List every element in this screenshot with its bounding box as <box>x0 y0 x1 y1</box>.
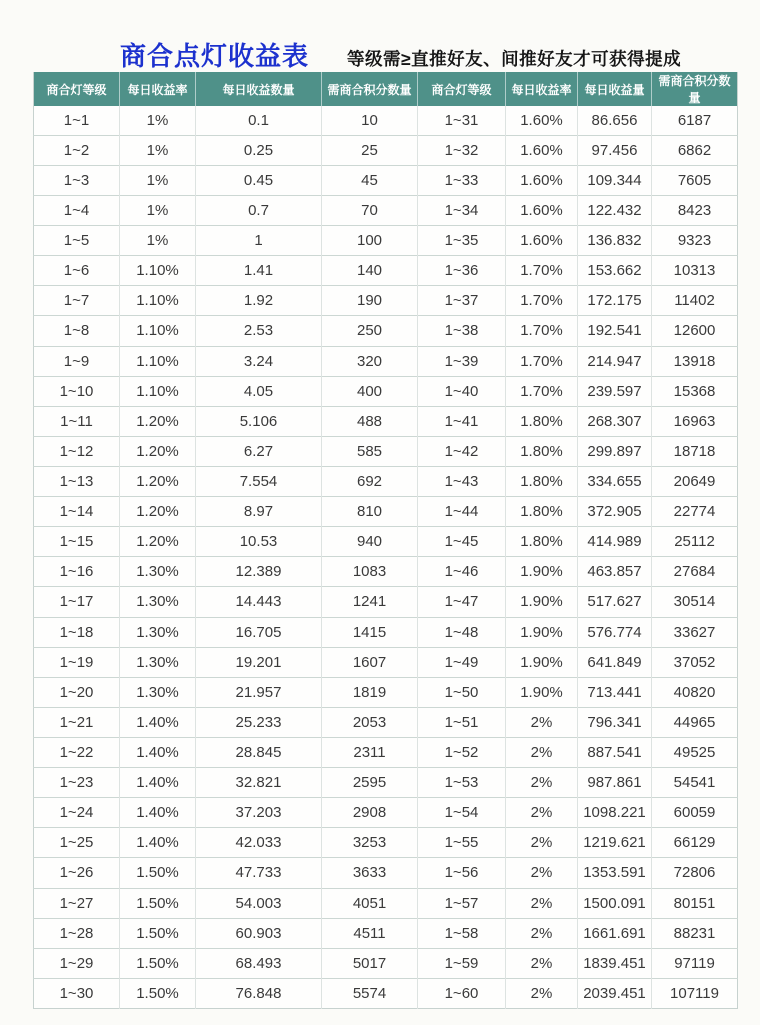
table-cell: 1~56 <box>418 858 506 888</box>
table-cell: 1~38 <box>418 316 506 346</box>
table-cell: 0.45 <box>196 165 322 195</box>
table-cell: 1.80% <box>506 497 578 527</box>
table-cell: 54.003 <box>196 888 322 918</box>
table-cell: 320 <box>322 346 418 376</box>
table-row <box>34 677 738 707</box>
table-cell: 40820 <box>652 677 738 707</box>
table-row <box>34 768 738 798</box>
table-cell: 1500.091 <box>578 888 652 918</box>
table-cell: 1~18 <box>34 617 120 647</box>
table-cell: 1.90% <box>506 557 578 587</box>
table-cell: 1.70% <box>506 376 578 406</box>
table-cell: 5017 <box>322 948 418 978</box>
table-cell: 1.40% <box>120 798 196 828</box>
table-cell: 1~29 <box>34 948 120 978</box>
table-cell: 214.947 <box>578 346 652 376</box>
table-cell: 1083 <box>322 557 418 587</box>
table-cell: 0.1 <box>196 106 322 135</box>
table-cell: 70 <box>322 195 418 225</box>
table-cell: 4.05 <box>196 376 322 406</box>
table-cell: 400 <box>322 376 418 406</box>
table-cell: 1~16 <box>34 557 120 587</box>
table-cell: 1~51 <box>418 707 506 737</box>
table-cell: 1% <box>120 165 196 195</box>
table-cell: 1~54 <box>418 798 506 828</box>
table-cell: 12600 <box>652 316 738 346</box>
table-cell: 239.597 <box>578 376 652 406</box>
table-cell: 1.41 <box>196 256 322 286</box>
table-cell: 100 <box>322 226 418 256</box>
table-row <box>34 557 738 587</box>
table-cell: 25 <box>322 135 418 165</box>
table-cell: 1.10% <box>120 346 196 376</box>
table-cell: 2% <box>506 918 578 948</box>
table-cell: 47.733 <box>196 858 322 888</box>
table-cell: 6862 <box>652 135 738 165</box>
table-cell: 987.861 <box>578 768 652 798</box>
table-cell: 1~44 <box>418 497 506 527</box>
table-cell: 1~55 <box>418 828 506 858</box>
table-cell: 1~9 <box>34 346 120 376</box>
table-header-row <box>34 72 738 106</box>
table-cell: 1% <box>120 135 196 165</box>
table-cell: 1.20% <box>120 527 196 557</box>
table-cell: 1~20 <box>34 677 120 707</box>
table-cell: 1~34 <box>418 195 506 225</box>
table-row <box>34 135 738 165</box>
header-level-right: 商合灯等级 <box>418 72 506 106</box>
table-cell: 1~14 <box>34 497 120 527</box>
table-cell: 517.627 <box>578 587 652 617</box>
table-cell: 10313 <box>652 256 738 286</box>
table-cell: 30514 <box>652 587 738 617</box>
table-cell: 3.24 <box>196 346 322 376</box>
table-row <box>34 195 738 225</box>
table-cell: 2% <box>506 737 578 767</box>
table-cell: 1.50% <box>120 888 196 918</box>
table-cell: 1098.221 <box>578 798 652 828</box>
table-cell: 1607 <box>322 647 418 677</box>
table-row <box>34 226 738 256</box>
table-cell: 2% <box>506 768 578 798</box>
table-row <box>34 918 738 948</box>
table-cell: 334.655 <box>578 466 652 496</box>
table-cell: 887.541 <box>578 737 652 767</box>
table-cell: 2% <box>506 858 578 888</box>
table-cell: 22774 <box>652 497 738 527</box>
table-cell: 585 <box>322 436 418 466</box>
header-points-required-right: 需商合积分数量 <box>652 72 738 106</box>
table-row <box>34 165 738 195</box>
table-cell: 713.441 <box>578 677 652 707</box>
table-cell: 1% <box>120 226 196 256</box>
table-row <box>34 587 738 617</box>
table-cell: 2% <box>506 798 578 828</box>
table-cell: 44965 <box>652 707 738 737</box>
table-row <box>34 497 738 527</box>
table-cell: 1~11 <box>34 406 120 436</box>
header-daily-rate-right: 每日收益率 <box>506 72 578 106</box>
table-cell: 1~37 <box>418 286 506 316</box>
table-cell: 1~24 <box>34 798 120 828</box>
table-cell: 1 <box>196 226 322 256</box>
table-cell: 86.656 <box>578 106 652 135</box>
table-cell: 32.821 <box>196 768 322 798</box>
table-row <box>34 858 738 888</box>
table-cell: 1.20% <box>120 406 196 436</box>
table-cell: 2% <box>506 828 578 858</box>
table-cell: 1~6 <box>34 256 120 286</box>
table-cell: 2053 <box>322 707 418 737</box>
table-cell: 11402 <box>652 286 738 316</box>
table-cell: 1~15 <box>34 527 120 557</box>
table-cell: 2% <box>506 978 578 1008</box>
table-cell: 692 <box>322 466 418 496</box>
table-row <box>34 376 738 406</box>
table-cell: 1.50% <box>120 978 196 1008</box>
table-cell: 1.80% <box>506 406 578 436</box>
table-cell: 1.10% <box>120 376 196 406</box>
table-cell: 9323 <box>652 226 738 256</box>
table-cell: 1~3 <box>34 165 120 195</box>
table-cell: 1~27 <box>34 888 120 918</box>
table-cell: 1.30% <box>120 677 196 707</box>
table-cell: 1.30% <box>120 647 196 677</box>
table-cell: 80151 <box>652 888 738 918</box>
table-cell: 66129 <box>652 828 738 858</box>
table-cell: 0.7 <box>196 195 322 225</box>
table-cell: 10.53 <box>196 527 322 557</box>
table-cell: 15368 <box>652 376 738 406</box>
table-row <box>34 346 738 376</box>
table-row <box>34 316 738 346</box>
table-row <box>34 286 738 316</box>
table-row <box>34 948 738 978</box>
table-cell: 268.307 <box>578 406 652 436</box>
table-cell: 1.30% <box>120 617 196 647</box>
table-cell: 1~8 <box>34 316 120 346</box>
table-cell: 414.989 <box>578 527 652 557</box>
table-cell: 1353.591 <box>578 858 652 888</box>
table-cell: 1.50% <box>120 918 196 948</box>
table-cell: 3633 <box>322 858 418 888</box>
table-row <box>34 466 738 496</box>
header-level-left: 商合灯等级 <box>34 72 120 106</box>
table-cell: 1.40% <box>120 707 196 737</box>
table-row <box>34 888 738 918</box>
table-cell: 1.70% <box>506 256 578 286</box>
table-cell: 2% <box>506 888 578 918</box>
table-row <box>34 828 738 858</box>
table-cell: 1~1 <box>34 106 120 135</box>
table-cell: 1.10% <box>120 316 196 346</box>
table-row <box>34 647 738 677</box>
table-cell: 1.70% <box>506 346 578 376</box>
table-cell: 1~40 <box>418 376 506 406</box>
table-cell: 1219.621 <box>578 828 652 858</box>
table-cell: 5.106 <box>196 406 322 436</box>
table-cell: 1~25 <box>34 828 120 858</box>
table-cell: 37.203 <box>196 798 322 828</box>
table-cell: 250 <box>322 316 418 346</box>
table-cell: 372.905 <box>578 497 652 527</box>
table-cell: 641.849 <box>578 647 652 677</box>
table-cell: 109.344 <box>578 165 652 195</box>
table-cell: 1~10 <box>34 376 120 406</box>
page-subtitle: 等级需≥直推好友、间推好友才可获得提成 <box>347 49 682 69</box>
table-body <box>34 106 738 1009</box>
table-cell: 7605 <box>652 165 738 195</box>
table-cell: 1~17 <box>34 587 120 617</box>
table-cell: 1.40% <box>120 768 196 798</box>
table-cell: 299.897 <box>578 436 652 466</box>
table-cell: 7.554 <box>196 466 322 496</box>
table-cell: 12.389 <box>196 557 322 587</box>
table-cell: 8.97 <box>196 497 322 527</box>
table-cell: 28.845 <box>196 737 322 767</box>
table-cell: 1~36 <box>418 256 506 286</box>
table-cell: 37052 <box>652 647 738 677</box>
income-table <box>33 72 738 1009</box>
table-cell: 60059 <box>652 798 738 828</box>
table-cell: 1~46 <box>418 557 506 587</box>
page-title: 商合点灯收益表 <box>120 41 310 71</box>
table-cell: 1~45 <box>418 527 506 557</box>
table-cell: 1.80% <box>506 466 578 496</box>
table-cell: 4511 <box>322 918 418 948</box>
table-cell: 1.90% <box>506 587 578 617</box>
table-cell: 463.857 <box>578 557 652 587</box>
table-cell: 796.341 <box>578 707 652 737</box>
table-cell: 1.90% <box>506 647 578 677</box>
table-cell: 1415 <box>322 617 418 647</box>
title-bar <box>0 36 760 73</box>
table-cell: 810 <box>322 497 418 527</box>
table-cell: 1~31 <box>418 106 506 135</box>
table-cell: 1~30 <box>34 978 120 1008</box>
table-cell: 576.774 <box>578 617 652 647</box>
table-cell: 1241 <box>322 587 418 617</box>
table-cell: 1~59 <box>418 948 506 978</box>
table-cell: 488 <box>322 406 418 436</box>
table-cell: 16.705 <box>196 617 322 647</box>
table-cell: 4051 <box>322 888 418 918</box>
table-cell: 1~4 <box>34 195 120 225</box>
table-cell: 1.30% <box>120 557 196 587</box>
table-cell: 1.70% <box>506 286 578 316</box>
table-row <box>34 256 738 286</box>
table-cell: 1~19 <box>34 647 120 677</box>
table-cell: 1~39 <box>418 346 506 376</box>
table-cell: 16963 <box>652 406 738 436</box>
table-cell: 76.848 <box>196 978 322 1008</box>
table-row <box>34 106 738 135</box>
table-cell: 1~28 <box>34 918 120 948</box>
table-cell: 1~41 <box>418 406 506 436</box>
table-cell: 1~12 <box>34 436 120 466</box>
table-cell: 1~7 <box>34 286 120 316</box>
table-cell: 60.903 <box>196 918 322 948</box>
table-cell: 88231 <box>652 918 738 948</box>
table-row <box>34 978 738 1008</box>
table-cell: 107119 <box>652 978 738 1008</box>
table-cell: 2595 <box>322 768 418 798</box>
table-cell: 1839.451 <box>578 948 652 978</box>
table-cell: 1~50 <box>418 677 506 707</box>
table-cell: 1661.691 <box>578 918 652 948</box>
table-cell: 0.25 <box>196 135 322 165</box>
table-cell: 1~53 <box>418 768 506 798</box>
table-cell: 97119 <box>652 948 738 978</box>
table-cell: 54541 <box>652 768 738 798</box>
table-cell: 25112 <box>652 527 738 557</box>
table-cell: 1819 <box>322 677 418 707</box>
table-row <box>34 436 738 466</box>
table-cell: 1.30% <box>120 587 196 617</box>
table-cell: 33627 <box>652 617 738 647</box>
table-cell: 1.90% <box>506 617 578 647</box>
table-cell: 192.541 <box>578 316 652 346</box>
table-cell: 1.92 <box>196 286 322 316</box>
header-daily-income-right: 每日收益量 <box>578 72 652 106</box>
table-cell: 1~43 <box>418 466 506 496</box>
table-cell: 1.60% <box>506 226 578 256</box>
table-cell: 1~35 <box>418 226 506 256</box>
table-cell: 190 <box>322 286 418 316</box>
table-cell: 1~52 <box>418 737 506 767</box>
table-cell: 25.233 <box>196 707 322 737</box>
table-cell: 1~21 <box>34 707 120 737</box>
table-cell: 13918 <box>652 346 738 376</box>
table-cell: 1~23 <box>34 768 120 798</box>
table-cell: 1~22 <box>34 737 120 767</box>
table-cell: 1~5 <box>34 226 120 256</box>
table-cell: 140 <box>322 256 418 286</box>
table-cell: 1.20% <box>120 436 196 466</box>
table-cell: 1~58 <box>418 918 506 948</box>
table-cell: 1~13 <box>34 466 120 496</box>
table-cell: 1~60 <box>418 978 506 1008</box>
header-daily-income-left: 每日收益数量 <box>196 72 322 106</box>
table-header <box>34 72 738 106</box>
table-cell: 2039.451 <box>578 978 652 1008</box>
table-cell: 2311 <box>322 737 418 767</box>
table-cell: 940 <box>322 527 418 557</box>
table-cell: 1~42 <box>418 436 506 466</box>
table-cell: 1.60% <box>506 165 578 195</box>
table-cell: 1.20% <box>120 466 196 496</box>
table-cell: 8423 <box>652 195 738 225</box>
table-cell: 1.90% <box>506 677 578 707</box>
table-cell: 1~49 <box>418 647 506 677</box>
table-cell: 19.201 <box>196 647 322 677</box>
table-cell: 1.10% <box>120 256 196 286</box>
table-cell: 49525 <box>652 737 738 767</box>
table-cell: 1.10% <box>120 286 196 316</box>
table-cell: 172.175 <box>578 286 652 316</box>
table-row <box>34 737 738 767</box>
table-cell: 21.957 <box>196 677 322 707</box>
table-cell: 1.80% <box>506 527 578 557</box>
table-cell: 1.80% <box>506 436 578 466</box>
table-cell: 18718 <box>652 436 738 466</box>
table-cell: 1.60% <box>506 135 578 165</box>
table-cell: 1.20% <box>120 497 196 527</box>
table-cell: 1.50% <box>120 948 196 978</box>
table-cell: 1~48 <box>418 617 506 647</box>
table-cell: 1.50% <box>120 858 196 888</box>
table-row <box>34 617 738 647</box>
table-cell: 45 <box>322 165 418 195</box>
header-daily-rate-left: 每日收益率 <box>120 72 196 106</box>
table-cell: 3253 <box>322 828 418 858</box>
table-cell: 2% <box>506 948 578 978</box>
table-row <box>34 527 738 557</box>
table-cell: 6.27 <box>196 436 322 466</box>
table-cell: 122.432 <box>578 195 652 225</box>
table-cell: 1% <box>120 106 196 135</box>
table-row <box>34 798 738 828</box>
table-cell: 2.53 <box>196 316 322 346</box>
table-cell: 5574 <box>322 978 418 1008</box>
table-row <box>34 406 738 436</box>
table-cell: 1.60% <box>506 106 578 135</box>
table-cell: 1~57 <box>418 888 506 918</box>
income-table-container <box>33 72 737 1009</box>
table-cell: 136.832 <box>578 226 652 256</box>
table-cell: 1~47 <box>418 587 506 617</box>
table-cell: 1% <box>120 195 196 225</box>
table-cell: 2% <box>506 707 578 737</box>
header-points-required-left: 需商合积分数量 <box>322 72 418 106</box>
table-cell: 1.60% <box>506 195 578 225</box>
table-cell: 20649 <box>652 466 738 496</box>
table-cell: 14.443 <box>196 587 322 617</box>
table-cell: 1.70% <box>506 316 578 346</box>
table-cell: 153.662 <box>578 256 652 286</box>
table-row <box>34 707 738 737</box>
table-cell: 97.456 <box>578 135 652 165</box>
table-cell: 10 <box>322 106 418 135</box>
table-cell: 42.033 <box>196 828 322 858</box>
table-cell: 1~2 <box>34 135 120 165</box>
table-cell: 1~32 <box>418 135 506 165</box>
table-cell: 27684 <box>652 557 738 587</box>
table-cell: 72806 <box>652 858 738 888</box>
table-cell: 68.493 <box>196 948 322 978</box>
table-cell: 6187 <box>652 106 738 135</box>
table-cell: 2908 <box>322 798 418 828</box>
table-cell: 1.40% <box>120 828 196 858</box>
table-cell: 1~33 <box>418 165 506 195</box>
table-cell: 1.40% <box>120 737 196 767</box>
table-cell: 1~26 <box>34 858 120 888</box>
